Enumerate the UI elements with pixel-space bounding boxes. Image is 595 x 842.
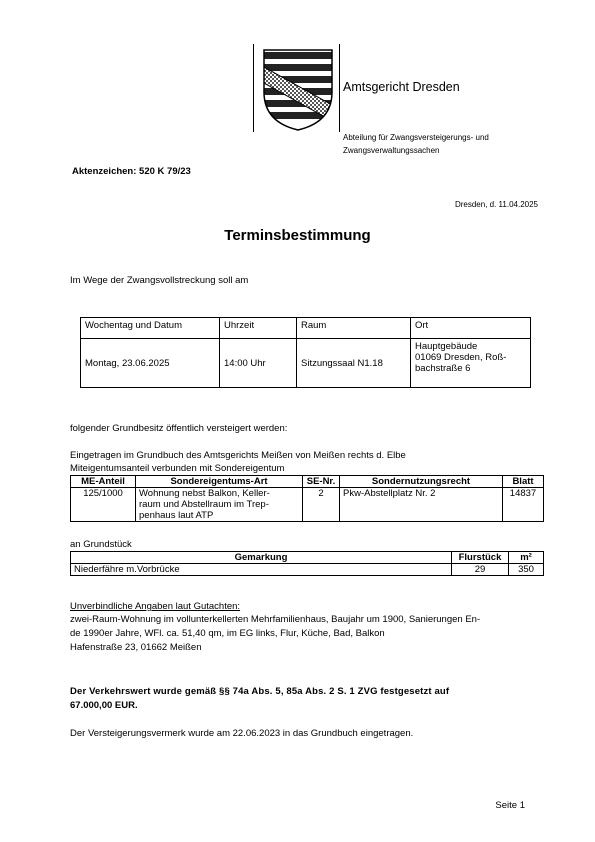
header-cell-parcel: Flurstück (452, 552, 509, 564)
table-header-row (71, 476, 544, 488)
table-row (71, 488, 544, 522)
parcel-cell: 29 (452, 564, 509, 576)
share-cell: 125/1000 (71, 488, 136, 522)
file-number: Aktenzeichen: 520 K 79/23 (72, 166, 191, 177)
registry-line: Eingetragen im Grundbuch des Amtsgerichts Meißen von Meißen rechts d. Elbe (70, 450, 406, 461)
header-cell-sheet: Blatt (503, 476, 544, 488)
property-table (70, 475, 544, 522)
header-cell-se-nr: SE-Nr. (303, 476, 340, 488)
plot-heading: an Grundstück (70, 539, 132, 550)
page-number: Seite 1 (495, 800, 525, 811)
appointment-table (80, 317, 531, 388)
place-line: Hauptgebäude (415, 341, 478, 352)
place-line: bachstraße 6 (415, 363, 471, 374)
header-cell-district: Gemarkung (71, 552, 452, 564)
plot-table (70, 551, 544, 576)
ownership-heading: Miteigentumsanteil verbunden mit Sondereigentum (70, 463, 285, 474)
header-cell-share: ME-Anteil (71, 476, 136, 488)
appraisal-line: zwei-Raum-Wohnung im vollunterkellerten Mehrfamilienhaus, Baujahr um 1900, Sanierungen En- (70, 614, 481, 625)
court-name: Amtsgericht Dresden (343, 80, 460, 94)
appointment-time: 14:00 Uhr (220, 339, 297, 388)
header-right-rule (339, 44, 340, 132)
sheet-cell: 14837 (503, 488, 544, 522)
registry-note: Der Versteigerungsvermerk wurde am 22.06.2023 in das Grundbuch eingetragen. (70, 728, 414, 739)
type-line: Wohnung nebst Balkon, Keller- (139, 488, 270, 499)
intro-text: Im Wege der Zwangsvollstreckung soll am (70, 275, 249, 286)
appointment-place (411, 339, 531, 388)
department-line-1: Abteilung für Zwangsversteigerungs- und (343, 133, 489, 142)
header-cell-type: Sondereigentums-Art (136, 476, 303, 488)
table-header-row (71, 552, 544, 564)
coat-of-arms-logo (258, 44, 338, 134)
table-row (71, 564, 544, 576)
header-cell-date: Wochentag und Datum (81, 318, 220, 339)
appraisal-line: de 1990er Jahre, WFl. ca. 51,40 qm, im EG links, Flur, Küche, Bad, Balkon (70, 628, 385, 639)
place-date: Dresden, d. 11.04.2025 (454, 200, 538, 209)
header-left-rule (253, 44, 254, 132)
area-cell: 350 (509, 564, 544, 576)
type-cell (136, 488, 303, 522)
header-cell-time: Uhrzeit (220, 318, 297, 339)
se-nr-cell: 2 (303, 488, 340, 522)
header-cell-area: m² (509, 552, 544, 564)
value-statement: Der Verkehrswert wurde gemäß §§ 74a Abs. 5, 85a Abs. 2 S. 1 ZVG festgesetzt auf (70, 686, 450, 697)
appointment-date: Montag, 23.06.2025 (81, 339, 220, 388)
usage-right-cell: Pkw-Abstellplatz Nr. 2 (340, 488, 503, 522)
type-line: raum und Abstellraum im Trep- (139, 499, 269, 510)
auction-sentence: folgender Grundbesitz öffentlich versteigert werden: (70, 423, 288, 434)
appraisal-line: Hafenstraße 23, 01662 Meißen (70, 642, 202, 653)
place-line: 01069 Dresden, Roß- (415, 352, 507, 363)
appraisal-heading: Unverbindliche Angaben laut Gutachten: (70, 601, 241, 612)
type-line: penhaus laut ATP (139, 510, 214, 521)
appointment-room: Sitzungssaal N1.18 (297, 339, 411, 388)
page-title: Terminsbestimmung (224, 227, 371, 244)
header-cell-room: Raum (297, 318, 411, 339)
table-header-row (81, 318, 531, 339)
value-statement-amount: 67.000,00 EUR. (70, 700, 138, 711)
header-cell-place: Ort (411, 318, 531, 339)
table-row (81, 339, 531, 388)
district-cell: Niederfähre m.Vorbrücke (71, 564, 452, 576)
department-line-2: Zwangsverwaltungssachen (343, 146, 440, 155)
header-cell-usage: Sondernutzungsrecht (340, 476, 503, 488)
